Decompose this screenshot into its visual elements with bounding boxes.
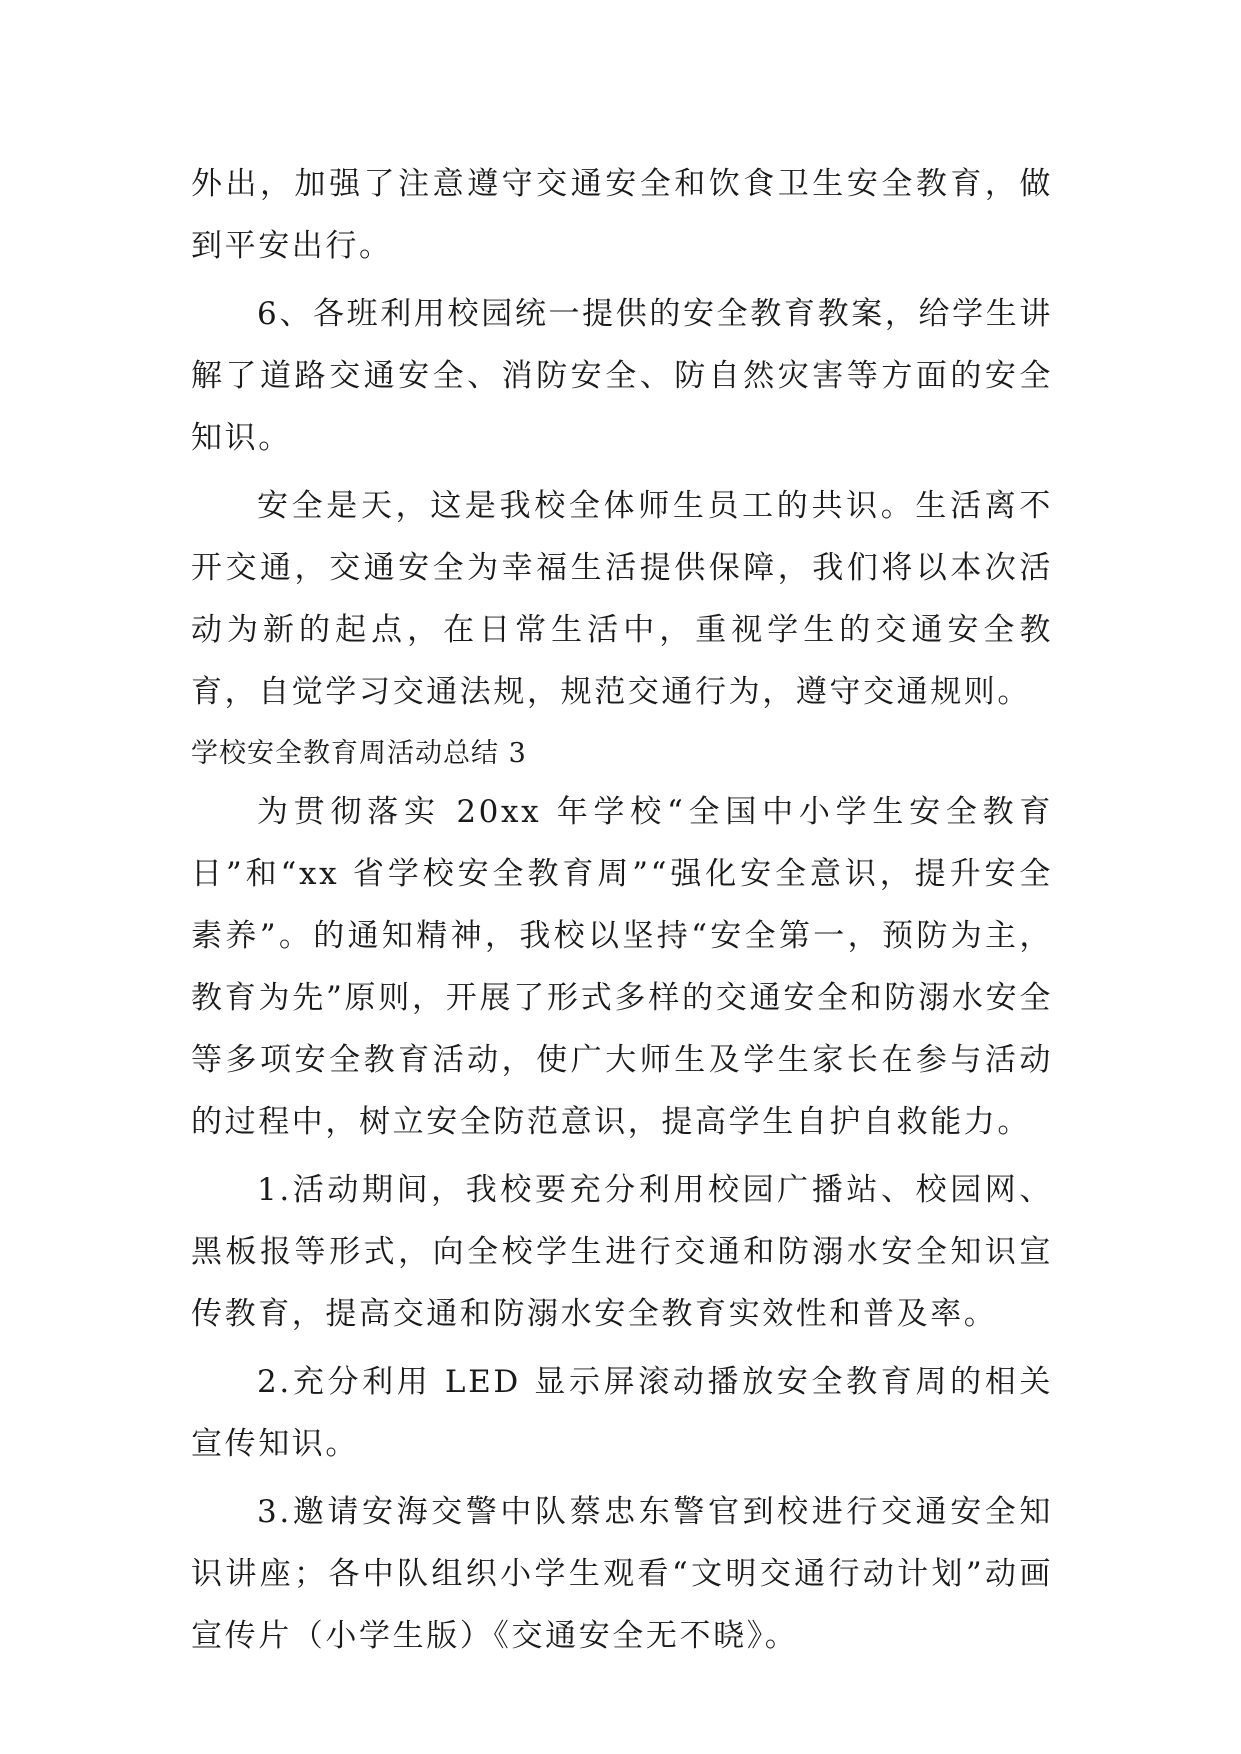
paragraph: 3.邀请安海交警中队蔡忠东警官到校进行交通安全知识讲座；各中队组织小学生观看“文明交通行动计划”动画宣传片（小学生版）《交通安全无不晓》。 (191, 1494, 1053, 1654)
paragraph: 6、各班利用校园统一提供的安全教育教案，给学生讲解了道路交通安全、消防安全、防自然灾害等方面的安全知识。 (191, 296, 1053, 456)
paragraph: 外出，加强了注意遵守交通安全和饮食卫生安全教育，做到平安出行。 (191, 166, 1053, 264)
section-heading: 学校安全教育周活动总结 3 (191, 738, 527, 769)
paragraph: 1.活动期间，我校要充分利用校园广播站、校园网、黑板报等形式，向全校学生进行交通和防溺水安全知识宣传教育，提高交通和防溺水安全教育实效性和普及率。 (191, 1172, 1053, 1332)
paragraph: 2.充分利用 LED 显示屏滚动播放安全教育周的相关宣传知识。 (191, 1364, 1053, 1462)
document-body (191, 153, 1053, 1667)
paragraph: 为贯彻落实 20xx 年学校“全国中小学生安全教育日”和“xx 省学校安全教育周”“强化安全意识，提升安全素养”。的通知精神，我校以坚持“安全第一，预防为主，教育为先”原则，开展了形式多样的交通安全和防溺水安全等多项安全教育活动，使广大师生及学生家长在参与活动的过程中，树立安全防范意识，提高学生自护自救能力。 (191, 794, 1053, 1140)
paragraph: 安全是天，这是我校全体师生员工的共识。生活离不开交通，交通安全为幸福生活提供保障，我们将以本次活动为新的起点，在日常生活中，重视学生的交通安全教育，自觉学习交通法规，规范交通行为，遵守交通规则。 (191, 488, 1053, 710)
